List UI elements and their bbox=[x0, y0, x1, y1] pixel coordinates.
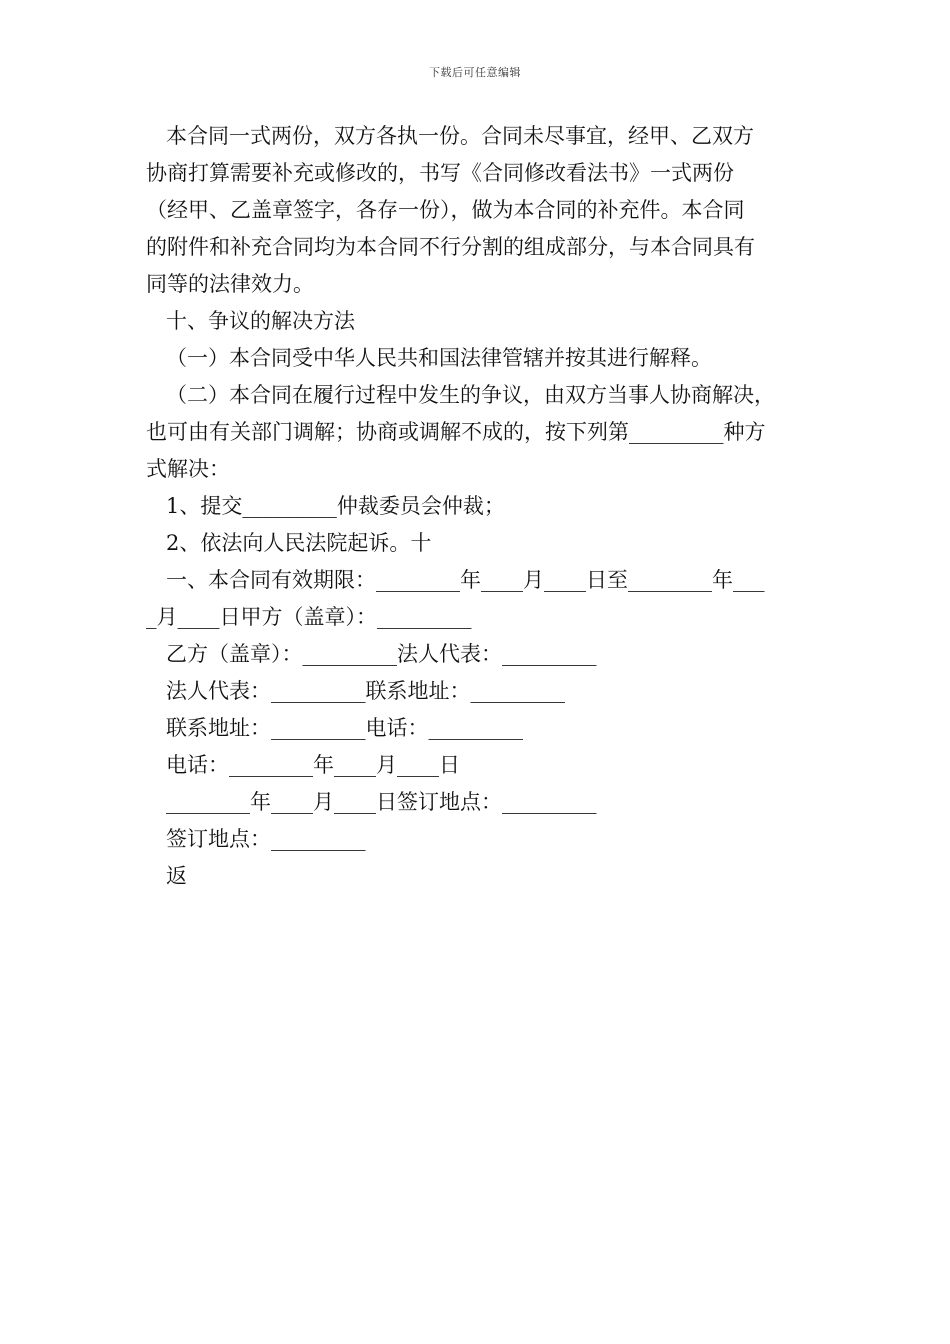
signature-line: 联系地址：_________电话：_________ bbox=[166, 716, 523, 740]
option-line: 2、依法向人民法院起诉。十 bbox=[166, 531, 432, 555]
paragraph-line: 的附件和补充合同均为本合同不行分割的组成部分，与本合同具有 bbox=[146, 235, 755, 259]
signature-line: 电话：________年____月____日 bbox=[166, 753, 460, 777]
paragraph-line: （经甲、乙盖章签字，各存一份），做为本合同的补充件。本合同 bbox=[146, 198, 745, 222]
term-line: 一、本合同有效期限：________年____月____日至________年___ bbox=[166, 568, 765, 592]
contract-body bbox=[146, 118, 816, 895]
paragraph-line: 本合同一式两份，双方各执一份。合同未尽事宜，经甲、乙双方 bbox=[166, 124, 754, 148]
clause-line: （一）本合同受中华人民共和国法律管辖并按其进行解释。 bbox=[166, 346, 712, 370]
signature-line: 法人代表：_________联系地址：_________ bbox=[166, 679, 565, 703]
signature-line: ________年____月____日签订地点：_________ bbox=[166, 790, 597, 814]
section-heading: 十、争议的解决方法 bbox=[166, 309, 355, 333]
term-line: _月____日甲方（盖章）：_________ bbox=[146, 605, 472, 629]
paragraph-line: 同等的法律效力。 bbox=[146, 272, 314, 296]
clause-line: 式解决： bbox=[146, 457, 230, 481]
clause-line: （二）本合同在履行过程中发生的争议，由双方当事人协商解决， bbox=[166, 383, 775, 407]
signature-line: 乙方（盖章）：_________法人代表：_________ bbox=[166, 642, 597, 666]
page-header: 下载后可任意编辑 bbox=[429, 66, 521, 79]
clause-line: 也可由有关部门调解；协商或调解不成的，按下列第_________种方 bbox=[146, 420, 766, 444]
option-line: 1、提交_________仲裁委员会仲裁； bbox=[166, 494, 505, 518]
signature-line: 签订地点：_________ bbox=[166, 827, 366, 851]
paragraph-line: 协商打算需要补充或修改的，书写《合同修改看法书》一式两份 bbox=[146, 161, 734, 185]
return-text: 返 bbox=[166, 864, 187, 888]
